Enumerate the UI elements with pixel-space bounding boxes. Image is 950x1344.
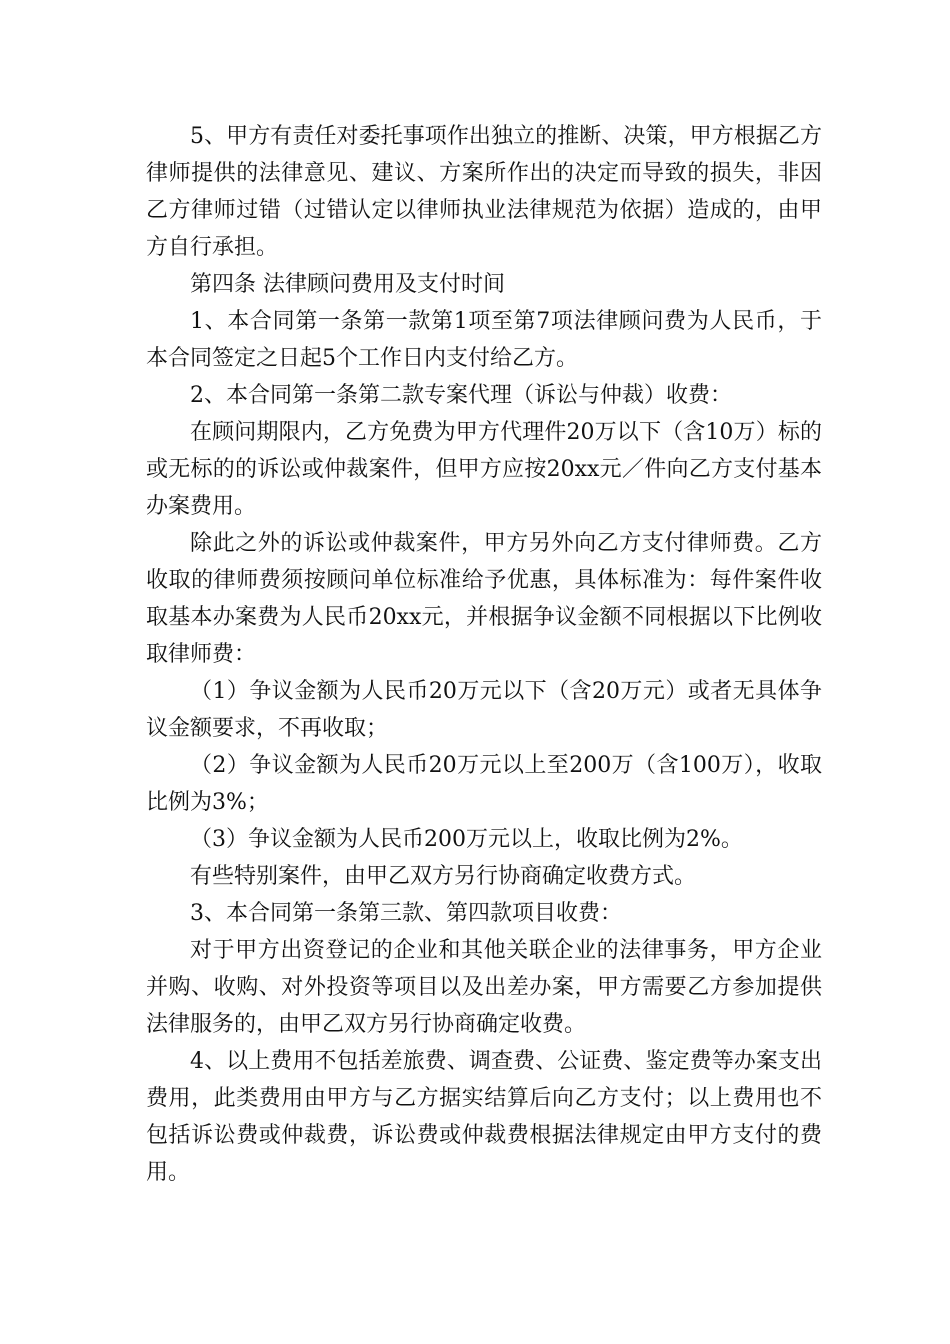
paragraph-fee-item-2: 2、本合同第一条第二款专案代理（诉讼与仲裁）收费： (190, 383, 732, 408)
paragraph-rate-2: （2）争议金额为人民币20万元以上至200万（含100万），收取比例为3%； (146, 753, 822, 815)
paragraph-fee-item-3: 3、本合同第一条第三款、第四款项目收费： (190, 901, 622, 926)
paragraph-fee-item-1: 1、本合同第一条第一款第1项至第7项法律顾问费为人民币，于本合同签定之日起5个工作日内支付给乙方。 (146, 309, 822, 371)
paragraph-fee-item-4: 4、以上费用不包括差旅费、调查费、公证费、鉴定费等办案支出费用，此类费用由甲方与乙方据实结算后向乙方支付；以上费用也不包括诉讼费或仲裁费，诉讼费或仲裁费根据法律规定由甲方支付的费用。 (146, 1049, 822, 1185)
document-body (146, 118, 822, 1191)
paragraph-rate-1: （1）争议金额为人民币20万元以下（含20万元）或者无具体争议金额要求，不再收取； (146, 679, 822, 741)
section-heading-article-4: 第四条 法律顾问费用及支付时间 (190, 272, 505, 297)
paragraph-related-enterprises: 对于甲方出资登记的企业和其他关联企业的法律事务，甲方企业并购、收购、对外投资等项目以及出差办案，甲方需要乙方参加提供法律服务的，由甲乙双方另行协商确定收费。 (146, 938, 822, 1037)
paragraph-rate-3: （3）争议金额为人民币200万元以上，收取比例为2%。 (190, 827, 743, 852)
paragraph-other-cases: 除此之外的诉讼或仲裁案件，甲方另外向乙方支付律师费。乙方收取的律师费须按顾问单位标准给予优惠，具体标准为：每件案件收取基本办案费为人民币20xx元，并根据争议金额不同根据以下比例收取律师费： (146, 531, 822, 667)
paragraph-responsibility: 5、甲方有责任对委托事项作出独立的推断、决策，甲方根据乙方律师提供的法律意见、建议、方案所作出的决定而导致的损失，非因乙方律师过错（过错认定以律师执业法律规范为依据）造成的，由甲方自行承担。 (146, 124, 822, 260)
paragraph-free-cases: 在顾问期限内，乙方免费为甲方代理件20万以下（含10万）标的或无标的的诉讼或仲裁案件，但甲方应按20xx元／件向乙方支付基本办案费用。 (146, 420, 822, 519)
paragraph-special-cases: 有些特别案件，由甲乙双方另行协商确定收费方式。 (190, 864, 697, 889)
